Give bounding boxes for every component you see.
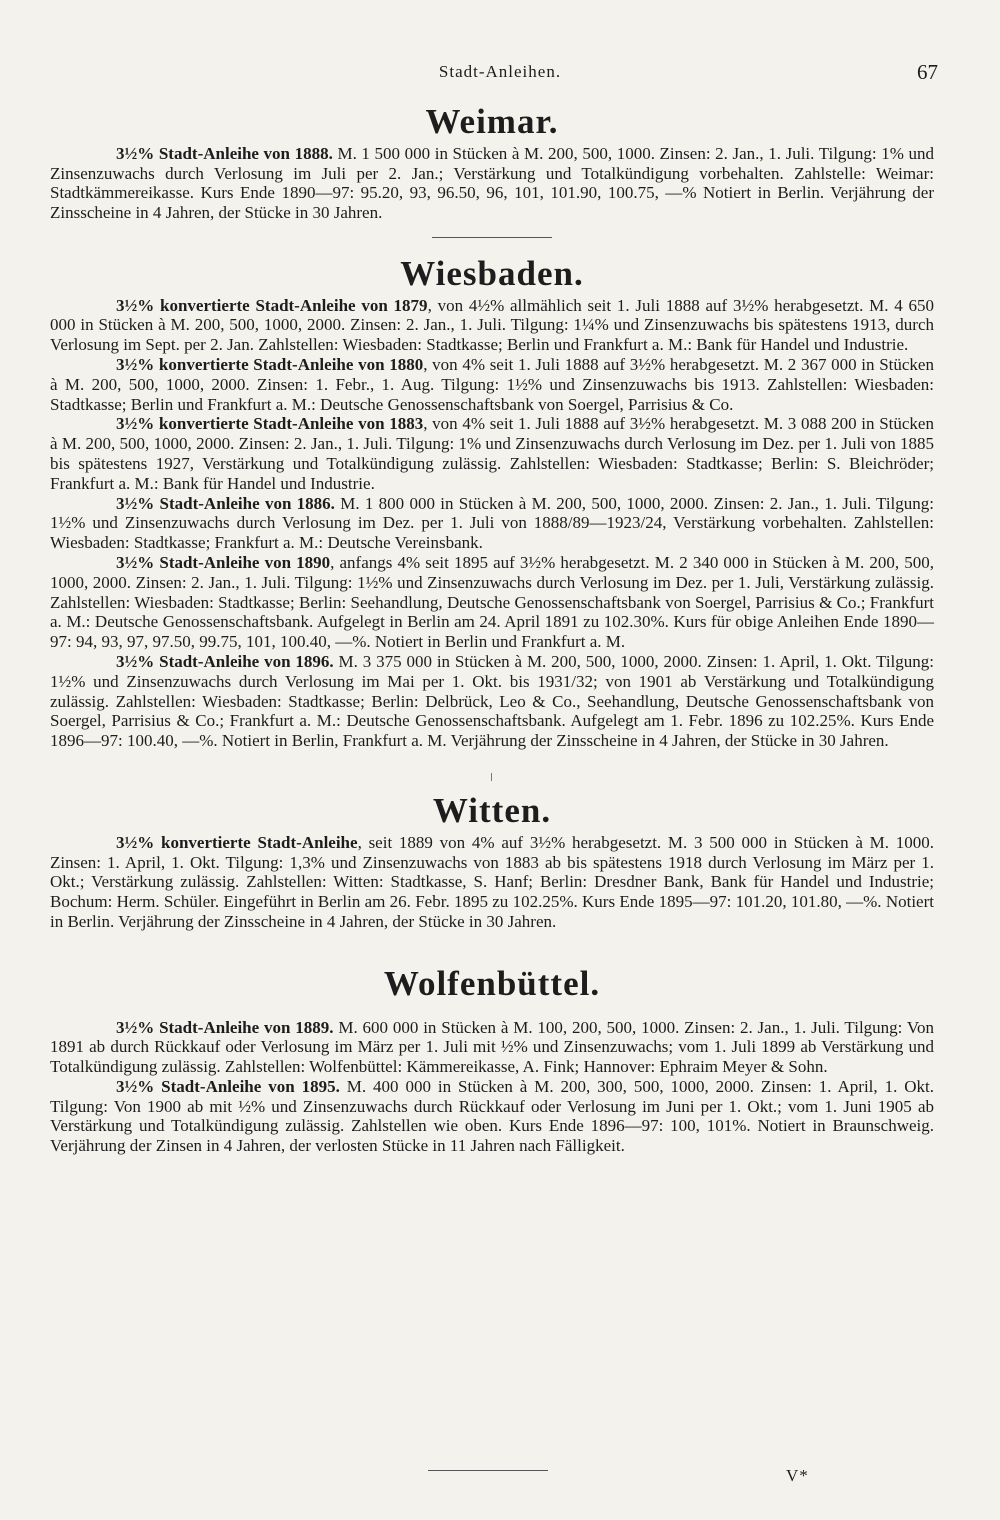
entry-text: , seit 1889 von 4% auf 3½% herabgesetzt. M. 3 500 000 in Stücken à M. 1000. Zinsen: 1. April, 1. Okt. Tilgung: 1,3% und Zinsenzuwachs von 1883 ab bis spätestens 1918 durch Verlosung im März per 1. Okt.; Verstärkung zulässig. Zahlstellen: Witten: Stadtkasse, S. Hanf; Berlin: Dresdner Bank, Bank für Handel und Industrie; Bochum: Herm. Schüler. Eingeführt in Berlin am 26. Febr. 1895 zu 102.25%. Kurs Ende 1895—97: 101.20, 101.80, —%. Notiert in Berlin. Verjährung der Zinsscheine in 4 Jahren, der Stücke in 30 Jahren. (50, 832, 934, 931)
page-content (50, 100, 934, 1156)
entry-heading: 3½% konvertierte Stadt-Anleihe von 1883 (116, 414, 424, 434)
section-spacer (50, 932, 934, 962)
entry-heading: 3½% konvertierte Stadt-Anleihe (116, 832, 358, 852)
section-title-weimar: Weimar. (425, 102, 559, 141)
footer-rule (428, 1470, 548, 1471)
entry-text: , von 4½% allmählich seit 1. Juli 1888 auf 3½% herabgesetzt. M. 4 650 000 in Stücken à M. 200, 500, 1000, 2000. Zinsen: 2. Jan., 1. Juli. Tilgung: 1¼% und Zinsenzuwachs bis spätestens 1913, durch Verlosung im Sept. per 2. Jan. Zahlstellen: Wiesbaden: Stadtkasse; Berlin und Frankfurt a. M.: Bank für Handel und Industrie. (50, 295, 934, 355)
bond-entry (50, 652, 934, 751)
entry-text: , anfangs 4% seit 1895 auf 3½% herabgesetzt. M. 2 340 000 in Stücken à M. 200, 500, 1000, 2000. Zinsen: 2. Jan., 1. Juli. Tilgung: 1½% und Zinsenzuwachs durch Verlosung im Dez. per 1. Juli, Verstärkung zulässig. Zahlstellen: Wiesbaden: Stadtkasse; Berlin: Seehandlung, Deutsche Genossenschaftsbank von Soergel, Parrisius & Co.; Frankfurt a. M.: Deutsche Genossenschaftsbank. Aufgelegt in Berlin am 24. April 1891 zu 102.30%. Kurs für obige Anleihen Ende 1890—97: 94, 93, 97, 97.50, 99.75, 101, 100.40, —%. Notiert in Berlin und Frankfurt a. M. (50, 553, 934, 652)
entry-text: M. 600 000 in Stücken à M. 100, 200, 500, 1000. Zinsen: 2. Jan., 1. Juli. Tilgung: Von 1891 ab durch Rückkauf oder Verlosung im März per 1. Juli mit ½% und Zinsenzuwachs; vom 1. Juli 1899 ab Verstärkung und Totalkündigung zulässig. Zahlstellen: Wolfenbüttel: Kämmereikasse, A. Fink; Hannover: Ephraim Meyer & Sohn. (50, 1017, 934, 1077)
bond-entry (50, 355, 934, 414)
bond-entry (50, 833, 934, 932)
entry-text: M. 1 800 000 in Stücken à M. 200, 500, 1000, 2000. Zinsen: 2. Jan., 1. Juli. Tilgung: 1½% und Zinsenzuwachs durch Verlosung im Dez. per 1. Juli von 1888/89—1923/24, Verstärkung vorbehalten. Zahlstellen: Wiesbaden: Stadtkasse; Frankfurt a. M.: Deutsche Vereinsbank. (50, 493, 934, 553)
bond-entry (50, 414, 934, 493)
entry-heading: 3½% Stadt-Anleihe von 1895. (116, 1076, 340, 1096)
bond-entry (50, 296, 934, 355)
entry-text: , von 4% seit 1. Juli 1888 auf 3½% herabgesetzt. M. 3 088 200 in Stücken à M. 200, 500, 1000, 2000. Zinsen: 2. Jan., 1. Juli. Tilgung: 1% und Zinsenzuwachs durch Verlosung im Dez. per 1. Juli von 1885 bis spätestens 1927, Verstärkung und Totalkündigung zulässig. Zahlstellen: Wiesbaden: Stadtkasse; Berlin: S. Bleichröder; Frankfurt a. M.: Bank für Handel und Industrie. (50, 414, 934, 493)
entry-text: M. 3 375 000 in Stücken à M. 200, 500, 1000, 2000. Zinsen: 1. April, 1. Okt. Tilgung: 1½% und Zinsenzuwachs durch Verlosung im Mai per 1. Okt. bis 1931/32; von 1901 ab Verstärkung und Totalkündigung zulässig. Zahlstellen: Wiesbaden: Stadtkasse; Berlin: Delbrück, Leo & Co., Seehandlung, Deutsche Genossenschaftsbank von Soergel, Parrisius & Co.; Frankfurt a. M.: Deutsche Genossenschaftsbank. Aufgelegt am 1. Febr. 1896 zu 102.25%. Kurs Ende 1896—97: 100.40, —%. Notiert in Berlin, Frankfurt a. M. Verjährung der Zinsscheine in 4 Jahren, der Stücke in 30 Jahren. (50, 652, 934, 751)
bond-entry (50, 553, 934, 652)
entry-heading: 3½% Stadt-Anleihe von 1886. (116, 493, 335, 513)
entry-text: M. 400 000 in Stücken à M. 200, 300, 500, 1000, 2000. Zinsen: 1. April, 1. Okt. Tilgung: Von 1900 ab mit ½% und Zinsenzuwachs durch Rückkauf oder Verlosung im Juni per 1. Okt.; vom 1. Juni 1905 ab Verstärkung und Totalkündigung zulässig. Zahlstellen wie oben. Kurs Ende 1896—97: 100, 101%. Notiert in Braunschweig. Verjährung der Zinsen in 4 Jahren, der verlosten Stücke in 11 Jahren nach Fälligkeit. (50, 1076, 934, 1156)
section-divider (491, 773, 494, 781)
running-head (0, 60, 1000, 86)
running-title: Stadt-Anleihen. (438, 62, 562, 81)
bond-entry (50, 494, 934, 553)
entry-heading: 3½% konvertierte Stadt-Anleihe von 1879 (116, 295, 428, 315)
entry-heading: 3½% Stadt-Anleihe von 1896. (116, 652, 334, 672)
bond-entry (50, 144, 934, 223)
section-title-witten: Witten. (432, 791, 552, 831)
entry-text: , von 4% seit 1. Juli 1888 auf 3½% herabgesetzt. M. 2 367 000 in Stücken à M. 200, 500, 1000, 2000. Zinsen: 1. Febr., 1. Aug. Tilgung: 1½% und Zinsenzuwachs bis 1913. Zahlstellen: Wiesbaden: Stadtkasse; Berlin und Frankfurt a. M.: Deutsche Genossenschaftsbank von Soergel, Parrisius & Co. (50, 355, 934, 414)
entry-heading: 3½% Stadt-Anleihe von 1889. (116, 1017, 334, 1037)
section-spacer (50, 1006, 934, 1018)
section-title-wiesbaden: Wiesbaden. (400, 253, 584, 293)
page-number: 67 (917, 60, 938, 84)
section-divider (432, 237, 552, 238)
entry-heading: 3½% Stadt-Anleihe von 1890 (116, 553, 331, 573)
entry-heading: 3½% konvertierte Stadt-Anleihe von 1880 (116, 355, 424, 375)
section-title-wolfenbuettel: Wolfenbüttel. (383, 963, 601, 1003)
entry-text: M. 1 500 000 in Stücken à M. 200, 500, 1000. Zinsen: 2. Jan., 1. Juli. Tilgung: 1% und Zinsenzuwachs durch Verlosung im Juli per 2. Jan.; Verstärkung und Totalkündigung vorbehalten. Zahlstelle: Weimar: Stadtkämmereikasse. Kurs Ende 1890—97: 95.20, 93, 96.50, 96, 101, 101.90, 100.75, —% Notiert in Berlin. Verjährung der Zinsscheine in 4 Jahren, der Stücke in 30 Jahren. (50, 143, 935, 223)
signature-mark: V* (786, 1466, 809, 1485)
entry-heading: 3½% Stadt-Anleihe von 1888. (116, 143, 333, 163)
bond-entry (50, 1077, 934, 1156)
bond-entry (50, 1018, 934, 1077)
